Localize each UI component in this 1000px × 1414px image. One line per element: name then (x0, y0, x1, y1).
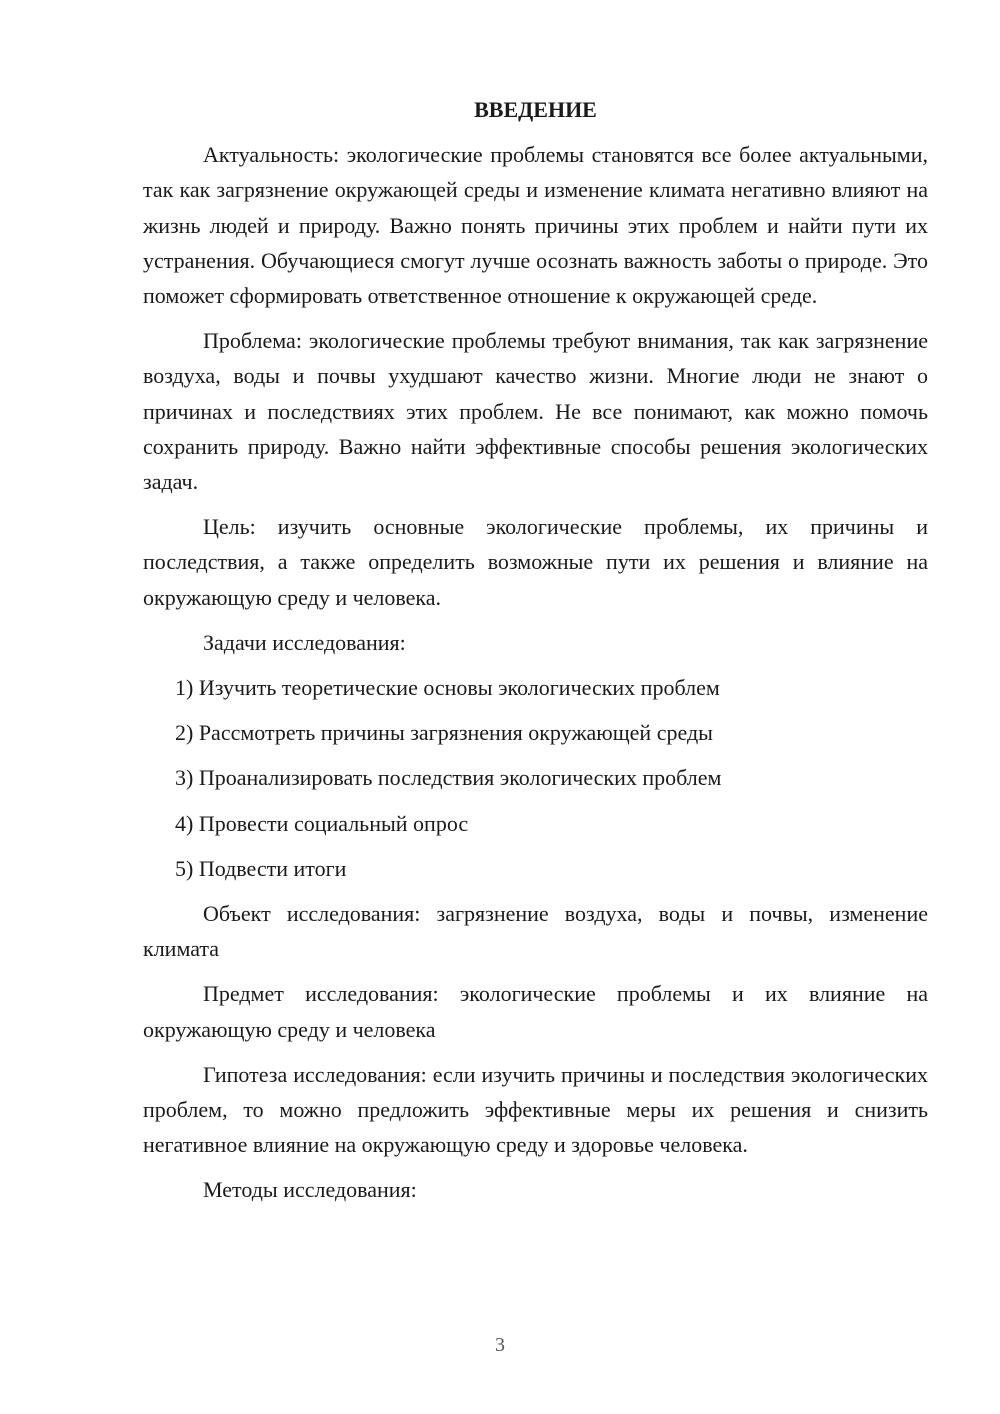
section-title: ВВЕДЕНИЕ (474, 97, 597, 122)
methods-heading: Методы исследования: (203, 1177, 417, 1203)
tasks-list (143, 670, 928, 886)
task-item: 1) Изучить теоретические основы экологических проблем (175, 675, 720, 701)
task-item: 4) Провести социальный опрос (175, 810, 469, 836)
relevance-paragraph: Актуальность: экологические проблемы становятся все более актуальными, так как загрязнение окружающей среды и изменение климата негативно влияют на жизнь людей и природу. Важно понять причины этих проблем и найти пути их устранения. Обучающиеся смогут лучше осознать важность заботы о природе. Это поможет сформировать ответственное отношение к окружающей среде. (143, 142, 928, 309)
goal-paragraph: Цель: изучить основные экологические проблемы, их причины и последствия, а также определить возможные пути их решения и влияние на окружающую среду и человека. (143, 514, 928, 610)
task-item: 5) Подвести итоги (175, 855, 347, 881)
hypothesis-paragraph: Гипотеза исследования: если изучить причины и последствия экологических проблем, то можно предложить эффективные меры их решения и снизить негативное влияние на окружающую среду и здоровье человека. (143, 1061, 928, 1158)
task-item: 3) Проанализировать последствия экологических проблем (175, 765, 722, 791)
problem-paragraph: Проблема: экологические проблемы требуют внимания, так как загрязнение воздуха, воды и почвы ухудшают качество жизни. Многие люди не знают о причинах и последствиях этих проблем. Не все понимают, как можно помочь сохранить природу. Важно найти эффективные способы решения экологических задач. (143, 328, 928, 495)
object-paragraph: Объект исследования: загрязнение воздуха, воды и почвы, изменение климата (143, 901, 928, 962)
page-number: 3 (495, 1334, 505, 1356)
tasks-heading: Задачи исследования: (203, 629, 406, 655)
task-item: 2) Рассмотреть причины загрязнения окружающей среды (175, 720, 713, 746)
page-content (143, 92, 928, 1218)
subject-paragraph: Предмет исследования: экологические проблемы и их влияние на окружающую среду и человека (143, 981, 928, 1042)
